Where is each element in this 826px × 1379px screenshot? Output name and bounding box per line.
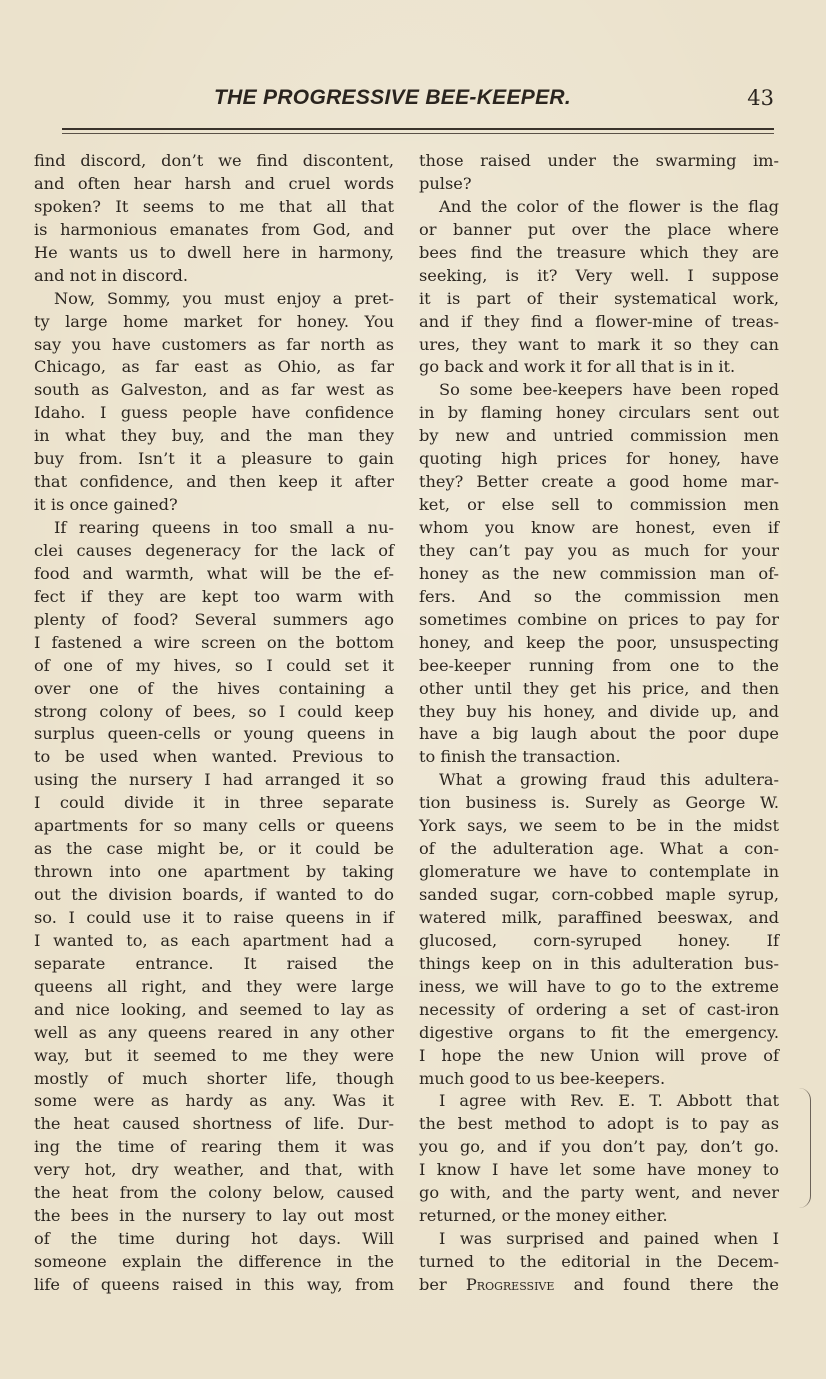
text-line: York says, we seem to be in the midst (419, 816, 779, 836)
text-line: it is part of their systematical work, (419, 288, 779, 308)
text-line: bee-keeper running from one to the (419, 655, 779, 675)
running-header (62, 86, 776, 116)
text-line: surplus queen-cells or young queens in (34, 724, 394, 744)
text-line: in what they buy, and the man they (34, 426, 394, 446)
text-line: they buy his honey, and divide up, and (419, 701, 779, 721)
text-line: the bees in the nursery to lay out most (34, 1206, 394, 1226)
text-line: and not in discord. (34, 265, 189, 285)
text-line: I know I have let some have money to (419, 1160, 779, 1180)
text-line: or banner put over the place where (419, 219, 779, 239)
text-line: apartments for so many cells or queens (34, 816, 394, 836)
text-line: Now, Sommy, you must enjoy a pret- (54, 288, 394, 308)
text-line: ber Progressive and found there the (419, 1274, 780, 1294)
text-line: thrown into one apartment by taking (34, 862, 394, 882)
text-line: to finish the transaction. (419, 747, 621, 767)
text-line: way, but it seemed to me they were (34, 1045, 394, 1065)
text-line: Idaho. I guess people have confidence (34, 403, 394, 423)
text-line: someone explain the difference in the (34, 1252, 394, 1271)
text-line: go back and work it for all that is in it. (419, 357, 736, 377)
right-column (419, 150, 779, 1297)
text-line: tion business is. Surely as George W. (419, 793, 779, 813)
text-line: and often hear harsh and cruel words (34, 173, 394, 193)
text-line: strong colony of bees, so I could keep (34, 701, 394, 721)
text-line: some were as hardy as any. Was it (34, 1091, 394, 1111)
text-line: find discord, don’t we find discontent, (34, 151, 394, 170)
text-line: spoken? It seems to me that all that (34, 196, 394, 216)
text-line: those raised under the swarming im- (419, 151, 779, 170)
text-line: you go, and if you don’t pay, don’t go. (419, 1137, 779, 1157)
text-line: clei causes degeneracy for the lack of (34, 540, 394, 560)
text-line: have a big laugh about the poor dupe (419, 724, 779, 744)
text-line: So some bee-keepers have been roped (439, 380, 779, 400)
text-line: of the adulteration age. What a con- (419, 839, 779, 859)
text-line: to be used when wanted. Previous to (34, 747, 394, 767)
text-line: bees find the treasure which they are (419, 242, 779, 262)
text-line: say you have customers as far north as (34, 334, 394, 354)
text-line: the best method to adopt is to pay as (419, 1114, 779, 1134)
text-line: queens all right, and they were large (34, 976, 394, 996)
text-line: separate entrance. It raised the (34, 953, 394, 973)
text-line: they can’t pay you as much for your (419, 540, 779, 560)
text-line: I hope the new Union will prove of (419, 1045, 779, 1065)
text-line: much good to us bee-keepers. (419, 1068, 666, 1088)
text-line: watered milk, paraffined beeswax, and (419, 907, 779, 927)
text-line: He wants us to dwell here in harmony, (34, 242, 394, 262)
text-line: whom you know are honest, even if (419, 518, 779, 537)
text-line: that confidence, and then keep it after (34, 472, 394, 492)
text-line: out the division boards, if wanted to do (34, 885, 394, 904)
text-line: and if they find a flower-mine of treas- (419, 311, 779, 331)
text-line: over one of the hives containing a (34, 678, 394, 698)
text-line: I was surprised and pained when I (439, 1229, 779, 1249)
left-column (34, 150, 394, 1297)
page-number: 43 (747, 86, 774, 110)
text-line: I could divide it in three separate (34, 793, 394, 813)
text-line: well as any queens reared in any other (34, 1022, 394, 1042)
text-line: other until they get his price, and then (419, 678, 779, 698)
text-line: glomerature we have to contemplate in (419, 862, 779, 882)
text-line: ures, they want to mark it so they can (419, 334, 779, 354)
text-line: and nice looking, and seemed to lay as (34, 999, 394, 1019)
text-line: food and warmth, what will be the ef- (34, 563, 394, 583)
text-line: I wanted to, as each apartment had a (34, 930, 394, 950)
text-line: sometimes combine on prices to pay for (419, 609, 779, 629)
text-line: necessity of ordering a set of cast-iron (419, 999, 779, 1019)
text-line: very hot, dry weather, and that, with (34, 1160, 394, 1180)
text-line: is harmonious emanates from God, and (34, 219, 394, 239)
text-line: go with, and the party went, and never (419, 1183, 779, 1203)
text-line: as the case might be, or it could be (34, 839, 394, 859)
text-line: quoting high prices for honey, have (419, 449, 779, 469)
text-line: honey, and keep the poor, unsuspecting (419, 632, 779, 652)
text-line: they? Better create a good home mar- (419, 472, 779, 492)
text-line: of the time during hot days. Will (34, 1229, 394, 1249)
text-line: turned to the editorial in the Decem- (419, 1252, 779, 1271)
text-line: of one of my hives, so I could set it (34, 655, 394, 675)
text-line: seeking, is it? Very well. I suppose (419, 265, 779, 285)
text-line: ing the time of rearing them it was (34, 1137, 394, 1157)
margin-bracket-mark (790, 1088, 811, 1208)
text-line: iness, we will have to go to the extreme (419, 976, 779, 996)
text-line: What a growing fraud this adultera- (439, 770, 779, 790)
header-rule-thin (62, 133, 774, 134)
text-line: pulse? (419, 173, 472, 193)
text-line: ket, or else sell to commission men (419, 495, 779, 515)
text-line: it is once gained? (34, 495, 178, 515)
text-line: so. I could use it to raise queens in if (34, 907, 394, 927)
text-line: If rearing queens in too small a nu- (54, 518, 394, 537)
text-line: sanded sugar, corn-cobbed maple syrup, (419, 885, 779, 904)
text-line: fect if they are kept too warm with (34, 586, 394, 606)
text-line: I agree with Rev. E. T. Abbott that (439, 1091, 779, 1111)
text-line: the heat caused shortness of life. Dur- (34, 1114, 394, 1134)
text-line: plenty of food? Several summers ago (34, 609, 394, 629)
text-line: ty large home market for honey. You (34, 311, 394, 331)
text-line: things keep on in this adulteration bus- (419, 953, 779, 973)
text-line: in by flaming honey circulars sent out (419, 403, 779, 423)
running-title: THE PROGRESSIVE BEE-KEEPER. (214, 86, 572, 109)
text-line: I fastened a wire screen on the bottom (34, 632, 394, 652)
text-line: life of queens raised in this way, from (34, 1274, 394, 1294)
text-line: honey as the new commission man of- (419, 563, 779, 583)
text-line: mostly of much shorter life, though (34, 1068, 394, 1088)
text-line: glucosed, corn-syruped honey. If (419, 930, 779, 950)
text-line: south as Galveston, and as far west as (34, 380, 394, 400)
header-rule (62, 128, 774, 130)
text-line: returned, or the money either. (419, 1206, 668, 1226)
text-line: buy from. Isn’t it a pleasure to gain (34, 449, 394, 469)
text-line: digestive organs to fit the emergency. (419, 1022, 779, 1042)
text-line: the heat from the colony below, caused (34, 1183, 394, 1203)
text-line: fers. And so the commission men (419, 586, 779, 606)
text-line: using the nursery I had arranged it so (34, 770, 394, 790)
text-line: And the color of the flower is the flag (439, 196, 779, 216)
text-line: by new and untried commission men (419, 426, 779, 446)
text-line: Chicago, as far east as Ohio, as far (34, 357, 394, 377)
